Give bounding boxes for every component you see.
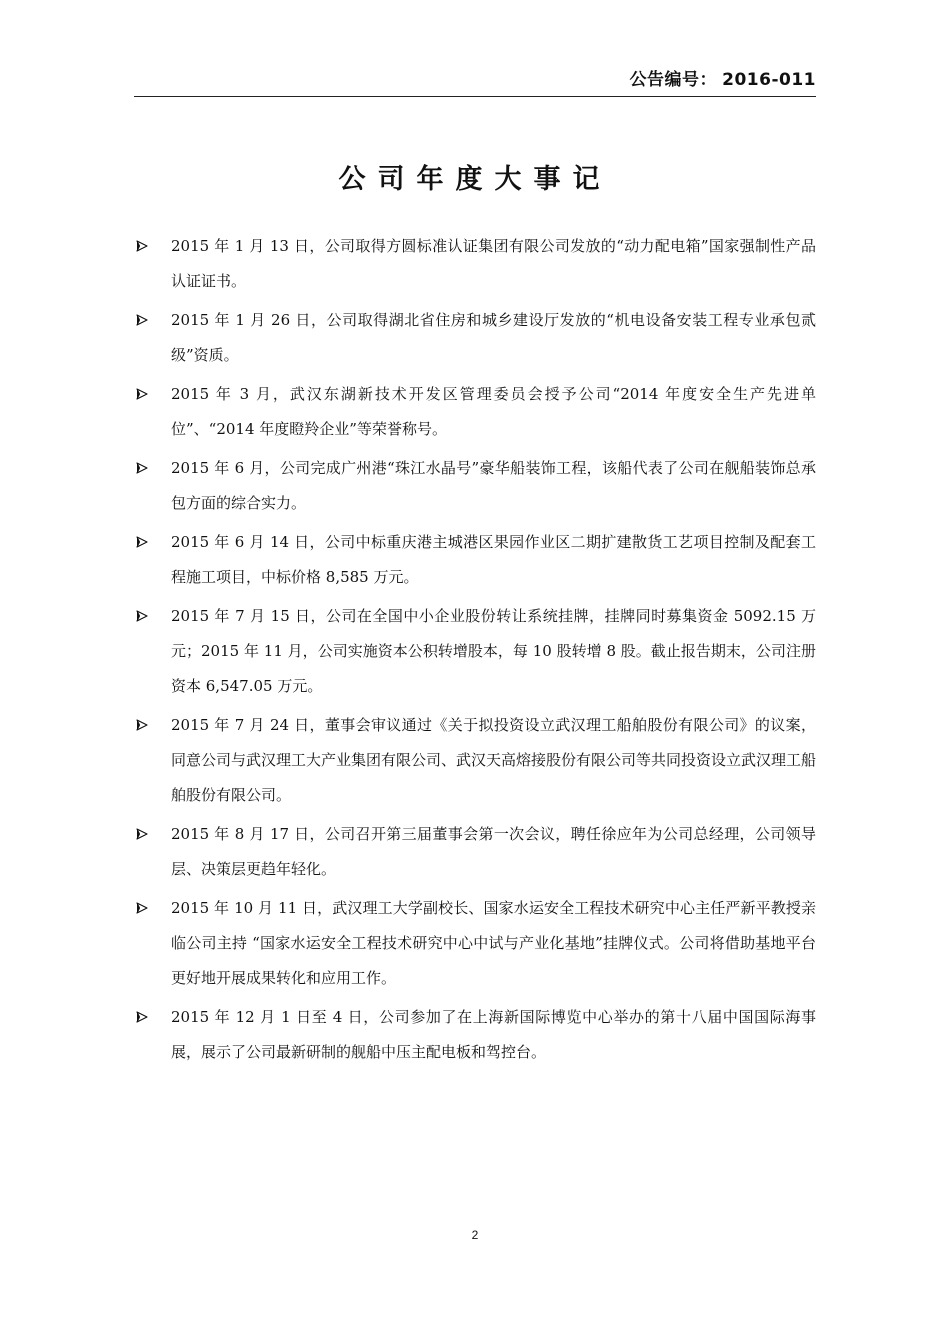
event-item: [134, 451, 816, 521]
page-header: [134, 66, 816, 97]
event-item: [134, 891, 816, 996]
event-item: [134, 229, 816, 299]
right-arrow-bullet-icon: [134, 377, 154, 412]
right-arrow-bullet-icon: [134, 599, 154, 634]
event-item: [134, 817, 816, 887]
event-text: 2015 年 6 月，公司完成广州港“珠江水晶号”豪华船装饰工程，该船代表了公司在舰船装饰总承包方面的综合实力。: [171, 459, 816, 512]
event-item: [134, 525, 816, 595]
event-item: [134, 377, 816, 447]
event-item: [134, 708, 816, 813]
right-arrow-bullet-icon: [134, 303, 154, 338]
right-arrow-bullet-icon: [134, 708, 154, 743]
event-text: 2015 年 1 月 26 日，公司取得湖北省住房和城乡建设厅发放的“机电设备安装工程专业承包贰级”资质。: [171, 311, 816, 364]
right-arrow-bullet-icon: [134, 451, 154, 486]
event-item: [134, 303, 816, 373]
right-arrow-bullet-icon: [134, 229, 154, 264]
event-text: 2015 年 6 月 14 日，公司中标重庆港主城港区果园作业区二期扩建散货工艺项目控制及配套工程施工项目，中标价格 8,585 万元。: [171, 533, 816, 586]
event-list: [134, 229, 816, 1074]
right-arrow-bullet-icon: [134, 1000, 154, 1035]
event-text: 2015 年 10 月 11 日，武汉理工大学副校长、国家水运安全工程技术研究中心主任严新平教授亲临公司主持 “国家水运安全工程技术研究中心中试与产业化基地”挂牌仪式。公司将借助基地平台更好地开展成果转化和应用工作。: [171, 899, 816, 987]
event-item: [134, 599, 816, 704]
event-text: 2015 年 1 月 13 日，公司取得方圆标准认证集团有限公司发放的“动力配电箱”国家强制性产品认证证书。: [171, 237, 816, 290]
right-arrow-bullet-icon: [134, 817, 154, 852]
event-item: [134, 1000, 816, 1070]
announcement-label: 公告编号：: [629, 70, 718, 90]
event-text: 2015 年 7 月 24 日，董事会审议通过《关于拟投资设立武汉理工船舶股份有限公司》的议案，同意公司与武汉理工大产业集团有限公司、武汉天高熔接股份有限公司等共同投资设立武汉理工船舶股份有限公司。: [171, 716, 817, 804]
event-text: 2015 年 3 月，武汉东湖新技术开发区管理委员会授予公司“2014 年度安全生产先进单位”、“2014 年度瞪羚企业”等荣誉称号。: [171, 385, 816, 438]
event-text: 2015 年 7 月 15 日，公司在全国中小企业股份转让系统挂牌，挂牌同时募集资金 5092.15 万元；2015 年 11 月，公司实施资本公积转增股本，每 10 股转增 8 股。截止报告期末，公司注册资本 6,547.05 万元。: [171, 607, 816, 695]
event-text: 2015 年 12 月 1 日至 4 日，公司参加了在上海新国际博览中心举办的第十八届中国国际海事展，展示了公司最新研制的舰船中压主配电板和驾控台。: [171, 1008, 816, 1061]
announcement-number: 2016-011: [722, 70, 816, 90]
right-arrow-bullet-icon: [134, 891, 154, 926]
page-title: 公司年度大事记: [338, 164, 612, 195]
right-arrow-bullet-icon: [134, 525, 154, 560]
event-text: 2015 年 8 月 17 日，公司召开第三届董事会第一次会议，聘任徐应年为公司总经理，公司领导层、决策层更趋年轻化。: [171, 825, 816, 878]
page-number: 2: [471, 1228, 479, 1242]
